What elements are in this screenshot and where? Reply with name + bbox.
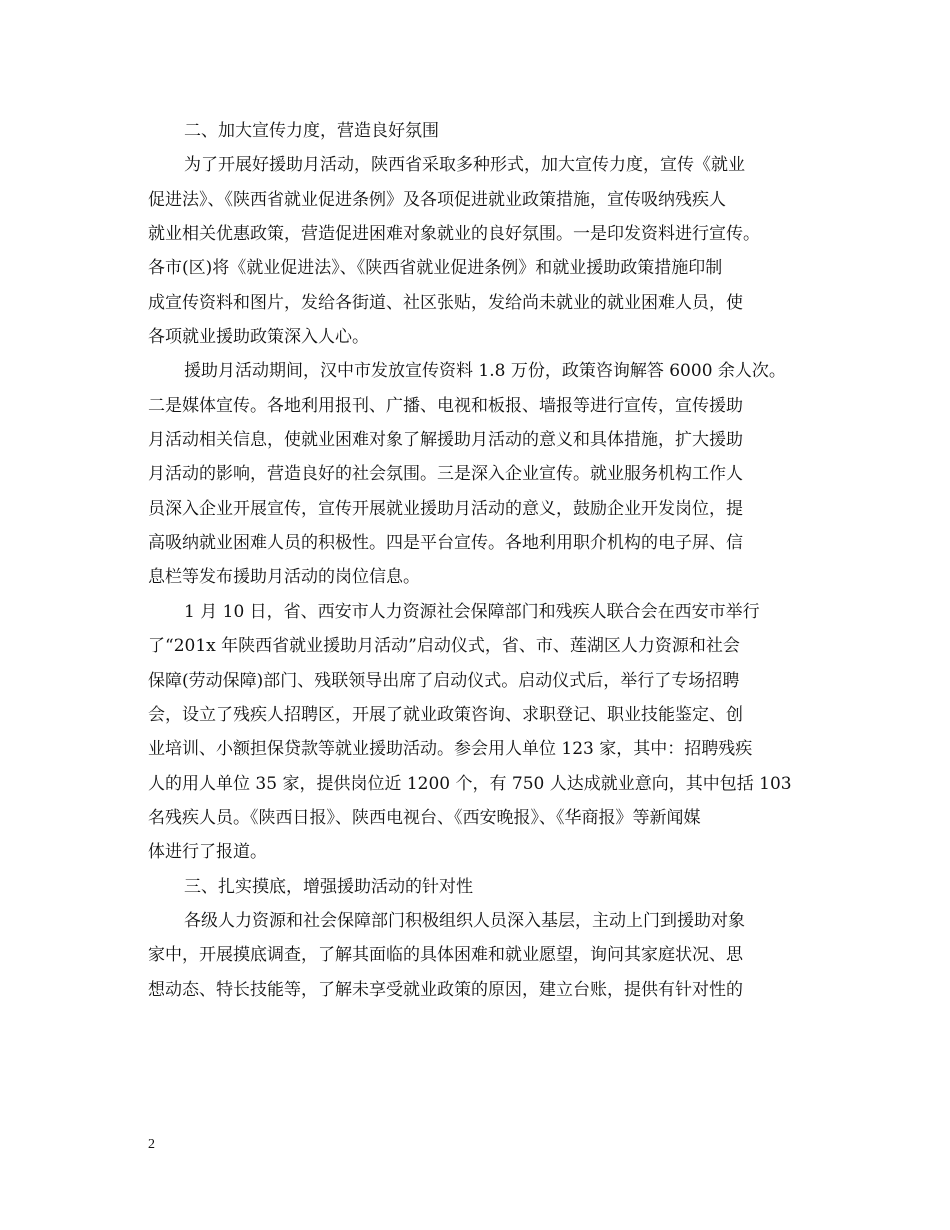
text-line: 成宣传资料和图片，发给各街道、社区张贴，发给尚未就业的就业困难人员，使 [148,292,743,313]
text-line: 各级人力资源和社会保障部门积极组织人员深入基层，主动上门到援助对象 [184,910,745,931]
text-line: 名残疾人员。《陕西日报》、陕西电视台、《西安晚报》、《华商报》等新闻媒 [148,807,701,828]
text-line: 二、加大宣传力度，营造良好氛围 [184,121,439,141]
text-line: 三、扎实摸底，增强援助活动的针对性 [184,876,473,897]
text-line: 家中，开展摸底调查，了解其面临的具体困难和就业愿望，询问其家庭状况、思 [148,945,743,966]
text-line: 月活动的影响，营造良好的社会氛围。三是深入企业宣传。就业服务机构工作人 [148,464,743,485]
text-line: 业培训、小额担保贷款等就业援助活动。参会用人单位 123 家，其中：招聘残疾 [148,739,753,760]
text-line: 保障(劳动保障)部门、残联领导出席了启动仪式。启动仪式后，举行了专场招聘 [148,670,740,691]
text-line: 就业相关优惠政策，营造促进困难对象就业的良好氛围。一是印发资料进行宣传。 [148,224,760,245]
text-line: 高吸纳就业困难人员的积极性。四是平台宣传。各地利用职介机构的电子屏、信 [148,533,743,554]
text-line: 1 月 10 日，省、西安市人力资源社会保障部门和残疾人联合会在西安市举行 [184,601,760,622]
text-line: 人的用人单位 35 家，提供岗位近 1200 个，有 750 人达成就业意向，其中包括 103 [148,773,792,794]
text-line: 援助月活动期间，汉中市发放宣传资料 1.8 万份，政策咨询解答 6000 余人次。 [184,361,786,382]
text-line: 想动态、特长技能等，了解未享受就业政策的原因，建立台账，提供有针对性的 [148,979,743,1000]
text-line: 促进法》、《陕西省就业促进条例》及各项促进就业政策措施，宣传吸纳残疾人 [148,189,726,210]
text-line: 体进行了报道。 [148,842,267,863]
text-line: 各项就业援助政策深入人心。 [148,327,369,348]
text-line: 息栏等发布援助月活动的岗位信息。 [148,567,420,588]
document-body [148,114,808,1007]
text-line: 二是媒体宣传。各地利用报刊、广播、电视和板报、墙报等进行宣传，宣传援助 [148,395,743,416]
page-number: 2 [148,1137,155,1152]
text-line: 员深入企业开展宣传，宣传开展就业援助月活动的意义，鼓励企业开发岗位，提 [148,498,743,519]
text-line: 各市(区)将《就业促进法》、《陕西省就业促进条例》和就业援助政策措施印制 [148,258,723,279]
text-line: 了“201x 年陕西省就业援助月活动”启动仪式，省、市、莲湖区人力资源和社会 [148,636,740,657]
text-line: 会，设立了残疾人招聘区，开展了就业政策咨询、求职登记、职业技能鉴定、创 [148,704,743,725]
text-line: 月活动相关信息，使就业困难对象了解援助月活动的意义和具体措施，扩大援助 [148,430,743,451]
text-line: 为了开展好援助月活动，陕西省采取多种形式，加大宣传力度，宣传《就业 [184,155,745,176]
